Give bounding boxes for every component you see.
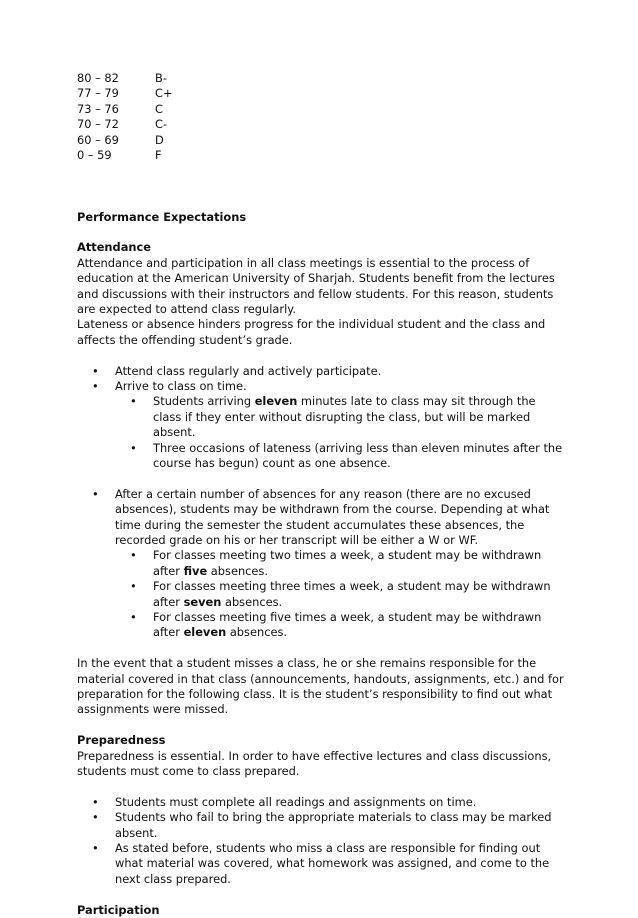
grade-row — [77, 86, 567, 101]
attendance-heading: Attendance — [77, 240, 151, 255]
list-item: • As stated before, students who miss a class are responsible for finding out what material was covered, what homework was assigned, and come to the next class prepared. — [77, 841, 567, 887]
grade-range: 73 – 76 — [77, 101, 119, 116]
grade-range: 0 – 59 — [77, 147, 112, 162]
grade-row — [77, 102, 567, 117]
list-item: • For classes meeting five times a week, a student may be withdrawn after eleven absences. — [115, 610, 567, 641]
list-item: • Students must complete all readings and assignments on time. — [77, 795, 567, 810]
withdrawal-sub-list — [115, 548, 567, 640]
list-item: • Attend class regularly and actively participate. — [77, 364, 567, 379]
attendance-bullet-list — [77, 364, 567, 472]
attendance-paragraph-2: Lateness or absence hinders progress for the individual student and the class and affects the offending student’s grade. — [77, 317, 546, 347]
lateness-sub-list — [115, 394, 567, 471]
grade-range: 70 – 72 — [77, 117, 119, 132]
grade-letter: C- — [155, 117, 168, 132]
grade-letter: C+ — [155, 86, 173, 101]
list-item: • For classes meeting two times a week, a student may be withdrawn after five absences. — [115, 548, 567, 579]
grade-row — [77, 133, 567, 148]
list-item: • After a certain number of absences for any reason (there are no excused absences), students may be withdrawn from the course. Depending at what time during the semester the student accumulates these absences, the recorded grade on his or her transcript will be either a W or WF. • For classes meeting two times a week, a student may be withdrawn after five absences. • For classes meeting three times a week, a student may be withdrawn after seven absences. • For classes meeting five times a week, a student may be withdrawn after eleven absences. — [77, 487, 567, 641]
preparedness-bullet-list — [77, 795, 567, 887]
grade-row — [77, 117, 567, 132]
preparedness-paragraph: Preparedness is essential. In order to have effective lectures and class discussions, students must come to class prepared. — [77, 748, 552, 779]
grade-letter: D — [155, 132, 164, 147]
grade-letter: F — [155, 147, 162, 162]
performance-heading: Performance Expectations — [77, 209, 247, 224]
grade-row — [77, 148, 567, 163]
grade-table — [77, 71, 567, 163]
list-item: • Three occasions of lateness (arriving less than eleven minutes after the course has begun) count as one absence. — [115, 441, 567, 472]
attendance-paragraph-3: In the event that a student misses a class, he or she remains responsible for the material covered in that class (announcements, handouts, assignments, etc.) and for preparation for the following class. It is the student’s responsibility to find out what assignments were missed. — [77, 656, 564, 717]
document-page — [77, 71, 567, 918]
grade-letter: B- — [155, 71, 167, 85]
attendance-paragraph-1: Attendance and participation in all class meetings is essential to the process of education at the American University of Sharjah. Students benefit from the lectures and discussions with their instructors and fellow students. For this reason, students are expected to attend class regularly. — [77, 255, 555, 316]
participation-heading: Participation — [77, 902, 160, 917]
grade-letter: C — [155, 101, 163, 116]
grade-range: 77 – 79 — [77, 86, 119, 101]
absence-bullet-list — [77, 487, 567, 641]
grade-range: 80 – 82 — [77, 71, 119, 85]
grade-range: 60 – 69 — [77, 132, 119, 147]
list-item: • Students who fail to bring the appropriate materials to class may be marked absent. — [77, 810, 567, 841]
grade-row — [77, 71, 567, 86]
list-item: • Students arriving eleven minutes late to class may sit through the class if they enter without disrupting the class, but will be marked absent. — [115, 394, 567, 440]
preparedness-heading: Preparedness — [77, 733, 166, 748]
list-item: • For classes meeting three times a week, a student may be withdrawn after seven absences. — [115, 579, 567, 610]
list-item: • Arrive to class on time. • Students arriving eleven minutes late to class may sit through the class if they enter without disrupting the class, but will be marked absent. • Three occasions of lateness (arriving less than eleven minutes after the course has begun) count as one absence. — [77, 379, 567, 471]
